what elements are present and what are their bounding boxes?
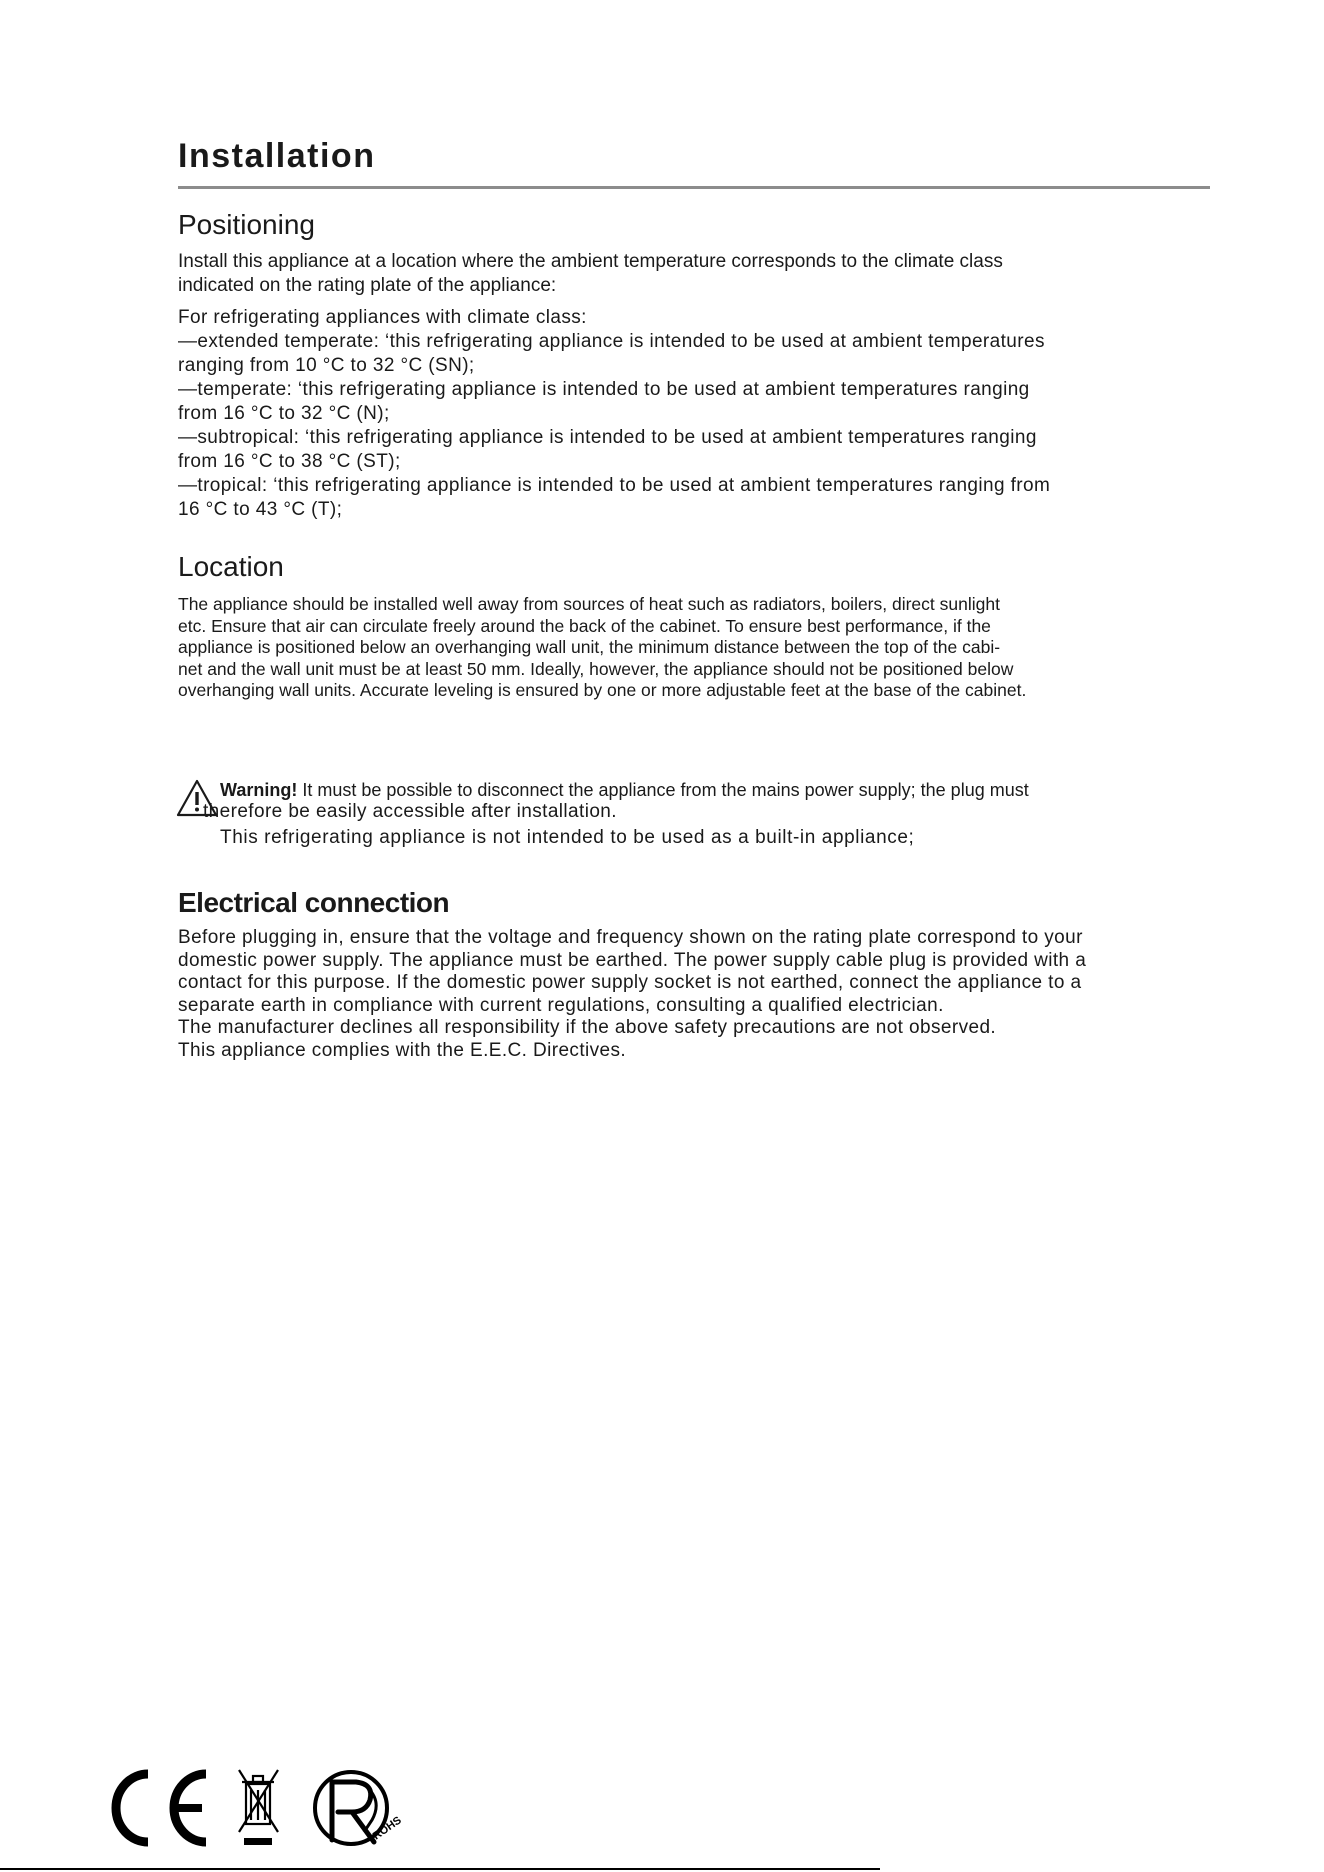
warning-label: Warning! [220,780,298,800]
warning-line-1 [220,778,1029,802]
text-line: contact for this purpose. If the domestic power supply socket is not earthed, connect the appliance to a [178,972,1082,993]
footer-divider [0,1868,880,1870]
crossed-out-wheelie-bin-icon [239,1770,278,1845]
text-line: separate earth in compliance with current regulations, consulting a qualified electrician. [178,994,944,1016]
rohs-mark-icon [315,1772,404,1844]
text-line: net and the wall unit must be at least 50 mm. Ideally, however, the appliance should not be positioned below [178,658,1014,679]
climate-class-list [178,306,1050,522]
text-line: —subtropical: ‘this refrigerating appliance is intended to be used at ambient temperatures ranging [178,427,1037,448]
text-line: domestic power supply. The appliance must be earthed. The power supply cable plug is provided with a [178,949,1087,971]
text-line: ranging from 10 °C to 32 °C (SN); [178,355,475,376]
text-line: etc. Ensure that air can circulate freely around the back of the cabinet. To ensure best performance, if the [178,615,991,636]
text-line: appliance is positioned below an overhanging wall unit, the minimum distance between the top of the cabi- [178,637,1001,657]
ce-mark-icon [116,1774,206,1842]
positioning-intro [178,250,1003,298]
title-divider [178,186,1210,189]
certification-marks [106,1762,406,1852]
text-line: —extended temperate: ‘this refrigerating appliance is intended to be used at ambient temperatures [178,331,1045,352]
warning-line-2: therefore be easily accessible after installation. [203,801,617,822]
text-line: For refrigerating appliances with climate class: [178,307,587,328]
text-line: from 16 °C to 32 °C (N); [178,403,390,424]
text-line: indicated on the rating plate of the appliance: [178,275,557,296]
warning-text: It must be possible to disconnect the appliance from the mains power supply; the plug must [297,780,1029,800]
text-line: Before plugging in, ensure that the voltage and frequency shown on the rating plate correspond to your [178,927,1083,948]
text-line: This appliance complies with the E.E.C. Directives. [178,1039,627,1061]
electrical-text [178,927,1086,1062]
text-line: 16 °C to 43 °C (T); [178,499,343,520]
electrical-heading: Electrical connection [178,887,450,918]
text-line: overhanging wall units. Accurate leveling is ensured by one or more adjustable feet at the base of the cabinet. [178,680,1027,700]
text-line: —tropical: ‘this refrigerating appliance is intended to be used at ambient temperatures ranging from [178,475,1051,496]
text-line: The manufacturer declines all responsibility if the above safety precautions are not observed. [178,1017,997,1038]
text-line: The appliance should be installed well away from sources of heat such as radiators, boilers, direct sunlight [178,594,1000,614]
location-heading: Location [178,551,284,582]
positioning-heading: Positioning [178,209,315,240]
text-line: Install this appliance at a location where the ambient temperature corresponds to the climate class [178,251,1003,272]
warning-line-3: This refrigerating appliance is not intended to be used as a built-in appliance; [220,827,915,848]
location-text [178,594,1026,702]
page-title: Installation [178,137,376,175]
rohs-text: ROHS [370,1814,404,1843]
text-line: —temperate: ‘this refrigerating appliance is intended to be used at ambient temperatures ranging [178,379,1030,400]
text-line: from 16 °C to 38 °C (ST); [178,451,401,472]
